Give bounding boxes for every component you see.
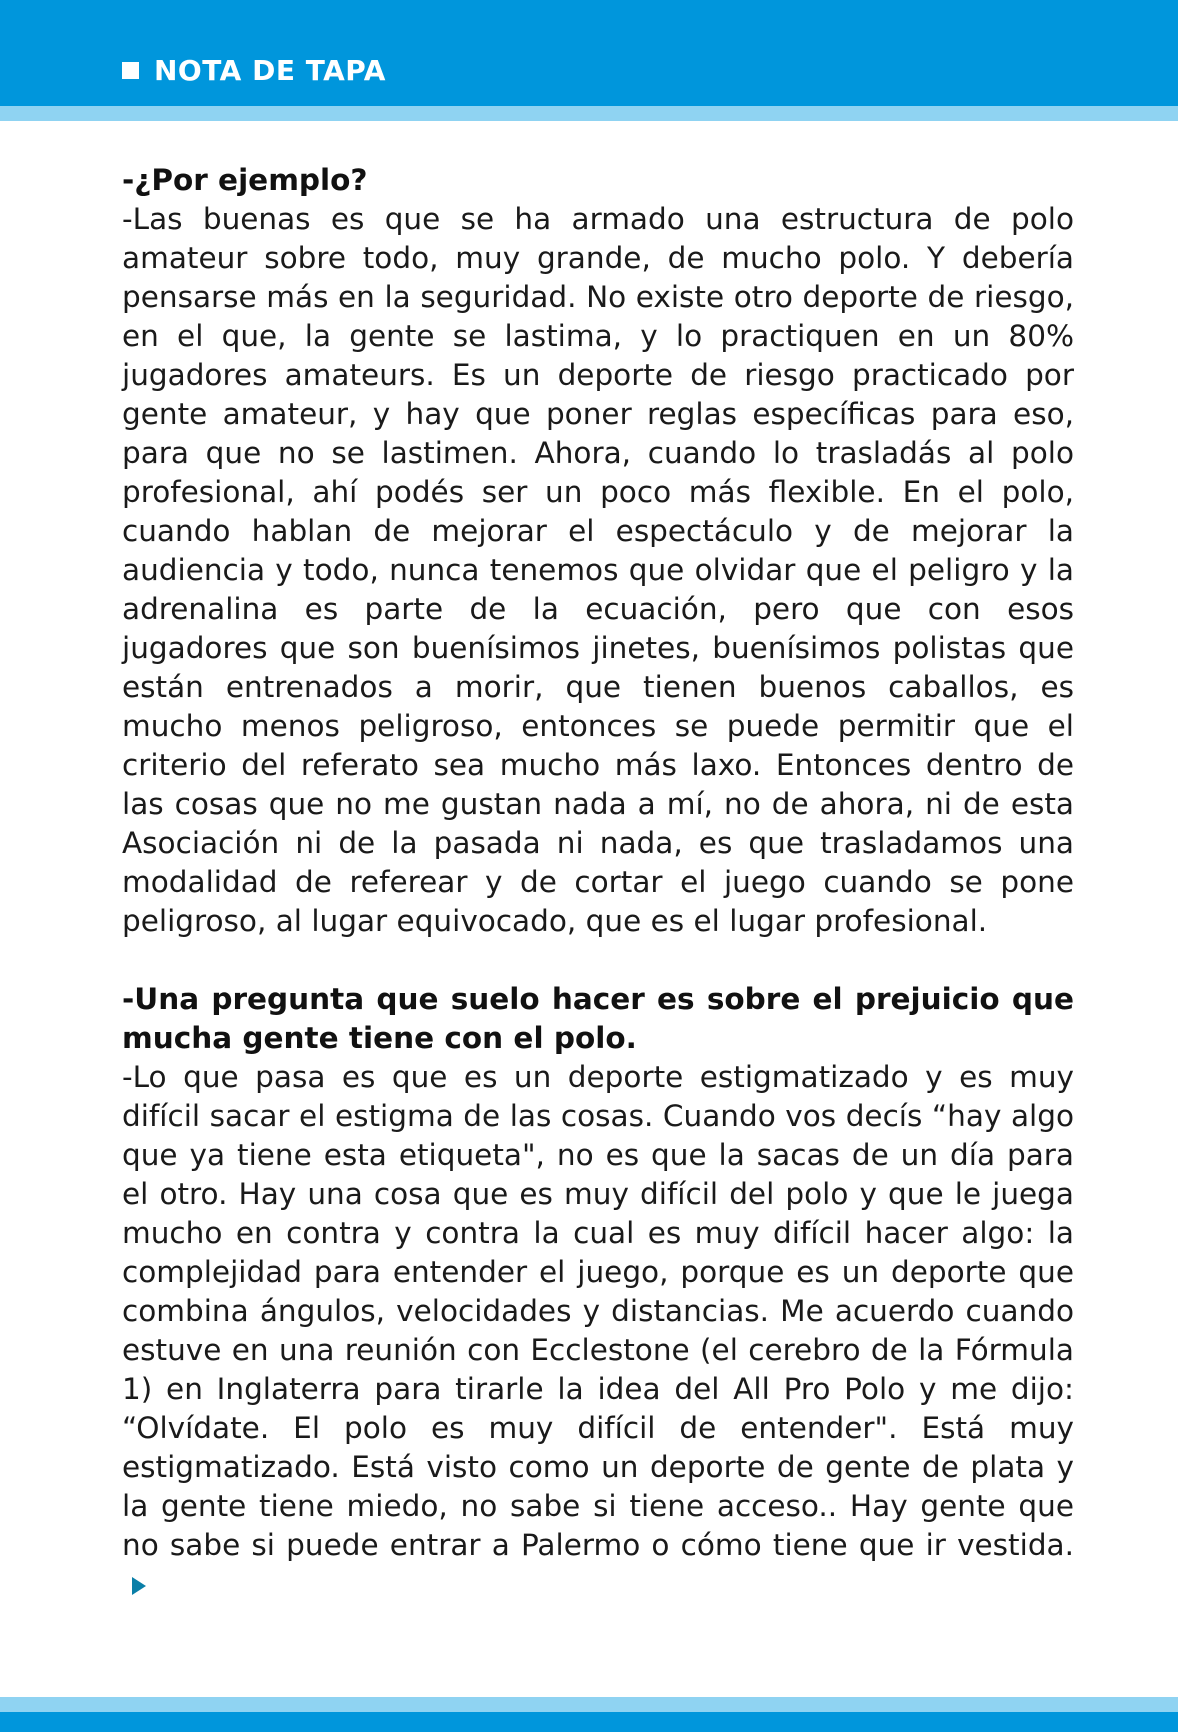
section-label-text: NOTA DE TAPA xyxy=(154,53,386,87)
play-triangle-icon xyxy=(132,1577,146,1595)
answer-text: -Lo que pasa es que es un deporte estigmatizado y es muy difícil sacar el estigma de las cosas. Cuando vos decís “hay algo que ya tiene esta etiqueta", no es que la sacas de un día para el otro. Hay una cosa que es muy difícil del polo y que le juega mucho en contra y contra la cual es muy difícil hacer algo: la complejidad para entender el juego, porque es un deporte que combina ángulos, velocidades y distancias. Me acuerdo cuando estuve en una reunión con Ecclestone (el cerebro de la Fórmula 1) en Inglaterra para tirarle la idea del All Pro Polo y me dijo: “Olvídate. El polo es muy difícil de entender". Está muy estigmatizado. Está visto como un deporte de gente de plata y la gente tiene miedo, no sabe si tiene acceso.. Hay gente que no sabe si puede entrar a Palermo o cómo tiene que ir vestida. xyxy=(122,1060,1074,1562)
interview-answer-continued xyxy=(122,1058,1074,1604)
section-label xyxy=(122,52,386,88)
qa-block xyxy=(122,980,1074,1604)
interview-question: -Una pregunta que suelo hacer es sobre el prejuicio que mucha gente tiene con el polo. xyxy=(122,982,1074,1055)
interview-answer: -Las buenas es que se ha armado una estructura de polo amateur sobre todo, muy grande, de mucho polo. Y debería pensarse más en la seguridad. No existe otro deporte de riesgo, en el que, la gente se lastima, y lo practiquen en un 80% jugadores amateurs. Es un deporte de riesgo practicado por gente amateur, y hay que poner reglas específicas para eso, para que no se lastimen. Ahora, cuando lo trasladás al polo profesional, ahí podés ser un poco más flexible. En el polo, cuando hablan de mejorar el espectáculo y de mejorar la audiencia y todo, nunca tenemos que olvidar que el peligro y la adrenalina es parte de la ecuación, pero que con esos jugadores que son buenísimos jinetes, buenísimos polistas que están entrenados a morir, que tienen buenos caballos, es mucho menos peligroso, entonces se puede permitir que el criterio del referato sea mucho más laxo. Entonces dentro de las cosas que no me gustan nada a mí, no de ahora, ni de esta Asociación ni de la pasada ni nada, es que trasladamos una modalidad de referear y de cortar el juego cuando se pone peligroso, al lugar equivocado, que es el lugar profesional. xyxy=(122,202,1074,938)
qa-block xyxy=(122,161,1074,941)
square-bullet-icon xyxy=(122,62,139,79)
footer-stripe xyxy=(0,1697,1178,1712)
interview-question: -¿Por ejemplo? xyxy=(122,163,368,197)
footer-bar xyxy=(0,1712,1178,1732)
article-body xyxy=(122,161,1074,1604)
header-stripe xyxy=(0,106,1178,121)
